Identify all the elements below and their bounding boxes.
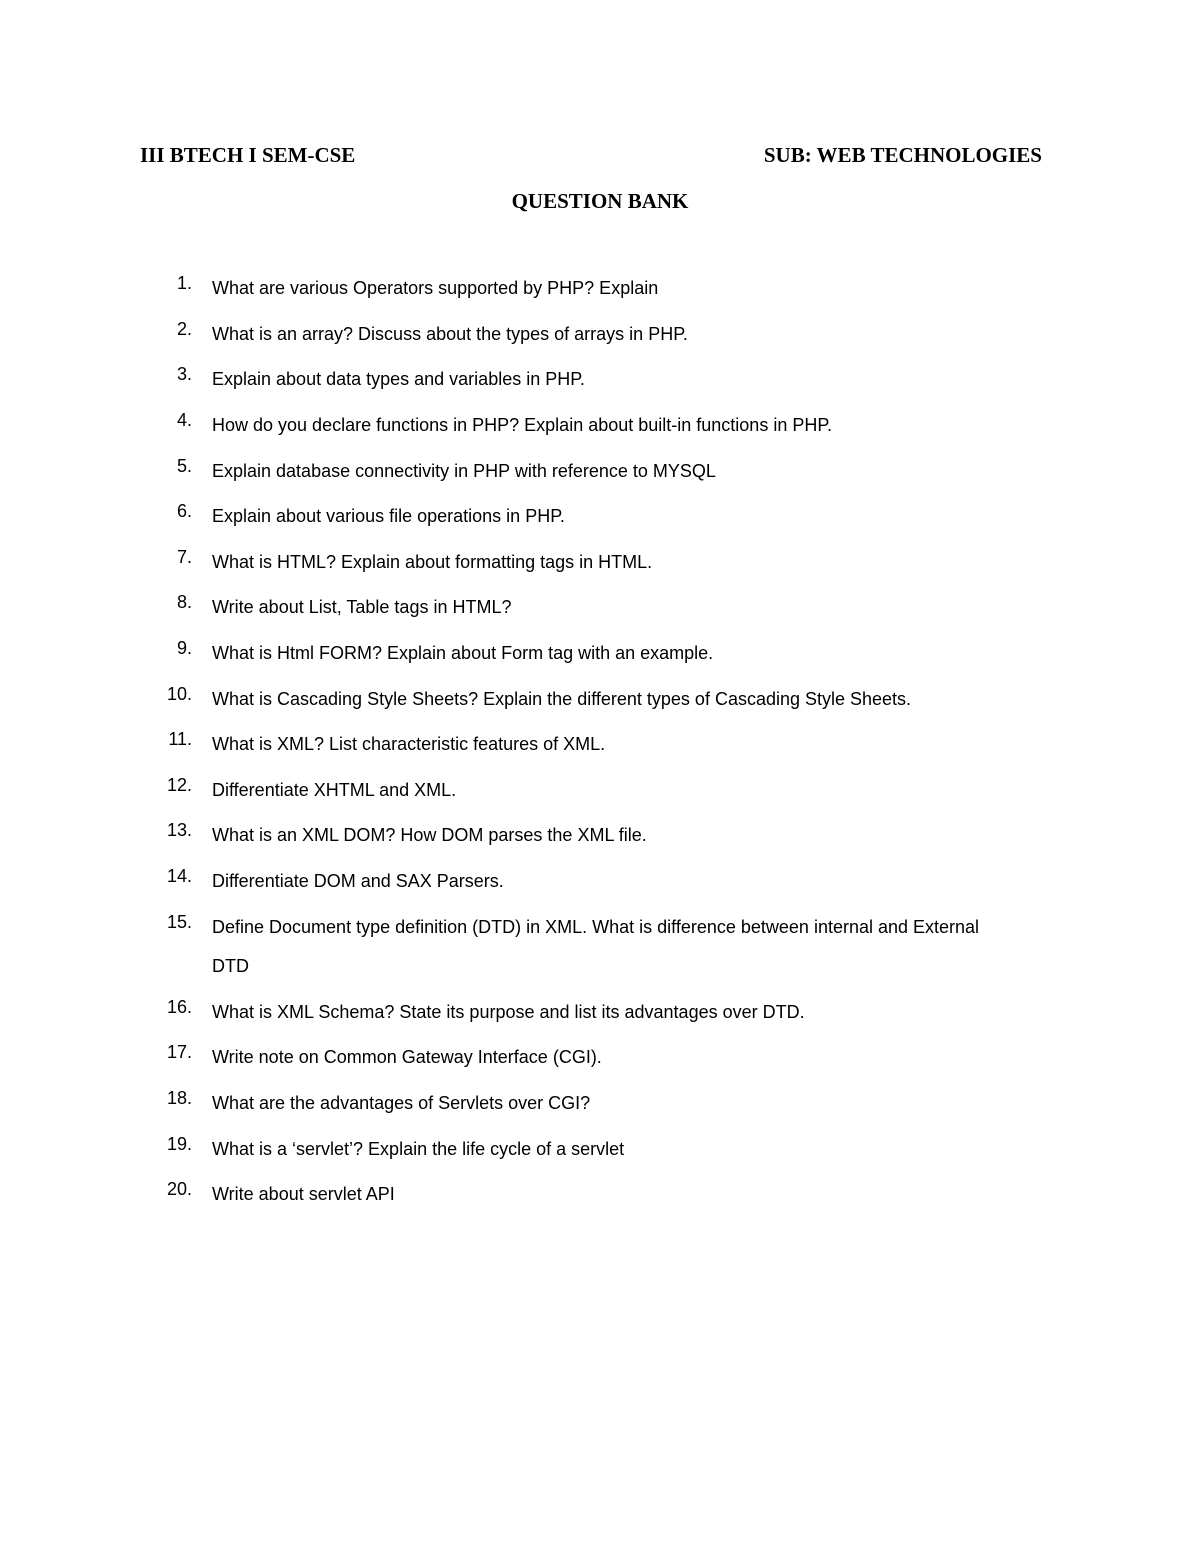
question-item (0, 452, 1200, 492)
question-text: Write about servlet API (212, 1184, 395, 1205)
question-item (0, 725, 1200, 765)
question-item (0, 543, 1200, 583)
question-number: 20. (166, 1179, 192, 1200)
question-number: 3. (176, 364, 192, 385)
question-number: 13. (166, 820, 192, 841)
question-number: 19. (166, 1133, 192, 1154)
question-number: 11. (168, 729, 192, 750)
page-title: QUESTION BANK (511, 189, 689, 213)
question-item (0, 680, 1200, 720)
question-item (0, 908, 1200, 987)
question-list (0, 275, 1200, 1227)
question-number: 9. (176, 637, 192, 658)
question-text: Explain about data types and variables in PHP. (212, 369, 585, 390)
question-item (0, 1038, 1200, 1078)
question-text: Differentiate DOM and SAX Parsers. (212, 870, 504, 891)
subject-label: SUB: WEB TECHNOLOGIES (763, 143, 1042, 167)
question-text: What is an XML DOM? How DOM parses the XML file. (212, 825, 647, 846)
question-number: 12. (166, 774, 192, 795)
question-text: What are various Operators supported by PHP? Explain (212, 278, 659, 299)
question-number: 4. (176, 409, 192, 430)
question-number: 8. (176, 592, 192, 613)
question-text: Write note on Common Gateway Interface (CGI). (212, 1047, 602, 1068)
question-text: Explain about various file operations in PHP. (212, 506, 565, 527)
question-text: What is Cascading Style Sheets? Explain the different types of Cascading Style Sheets. (212, 688, 912, 709)
question-text: How do you declare functions in PHP? Explain about built-in functions in PHP. (212, 414, 833, 435)
question-item (0, 497, 1200, 537)
question-text: What is XML? List characteristic features of XML. (212, 734, 606, 755)
question-item (0, 816, 1200, 856)
question-text: What is an array? Discuss about the types of arrays in PHP. (212, 323, 688, 344)
question-number: 17. (166, 1042, 192, 1063)
question-number: 15. (166, 911, 192, 932)
question-number: 10. (166, 683, 192, 704)
question-item (0, 360, 1200, 400)
course-label: III BTECH I SEM-CSE (140, 143, 356, 167)
question-item (0, 406, 1200, 446)
question-item (0, 588, 1200, 628)
question-item (0, 771, 1200, 811)
question-item (0, 862, 1200, 902)
question-text: What are the advantages of Servlets over CGI? (212, 1093, 591, 1113)
question-text: What is XML Schema? State its purpose and list its advantages over DTD. (212, 1001, 805, 1022)
question-number: 6. (176, 501, 192, 522)
question-item (0, 1175, 1200, 1215)
question-text: What is HTML? Explain about formatting tags in HTML. (212, 551, 653, 572)
question-number: 14. (166, 865, 192, 886)
header-row (140, 141, 1042, 169)
question-text: Differentiate XHTML and XML. (212, 779, 457, 800)
question-number: 1. (176, 273, 192, 294)
question-number: 2. (176, 318, 192, 339)
question-text: Define Document type definition (DTD) in XML. What is difference between internal and External DTD (212, 916, 980, 977)
question-text: Explain database connectivity in PHP with reference to MYSQL (212, 460, 716, 481)
question-item (0, 269, 1200, 309)
question-item (0, 993, 1200, 1033)
question-number: 5. (176, 455, 192, 476)
question-number: 16. (166, 996, 192, 1017)
question-item (0, 1130, 1200, 1170)
question-text: Write about List, Table tags in HTML? (212, 597, 512, 618)
question-number: 18. (166, 1088, 192, 1108)
question-text: What is a ‘servlet’? Explain the life cycle of a servlet (212, 1138, 625, 1159)
question-item (0, 315, 1200, 355)
question-number: 7. (176, 546, 192, 567)
question-item (0, 634, 1200, 674)
question-text: What is Html FORM? Explain about Form tag with an example. (212, 642, 714, 663)
question-item (0, 1084, 1200, 1124)
